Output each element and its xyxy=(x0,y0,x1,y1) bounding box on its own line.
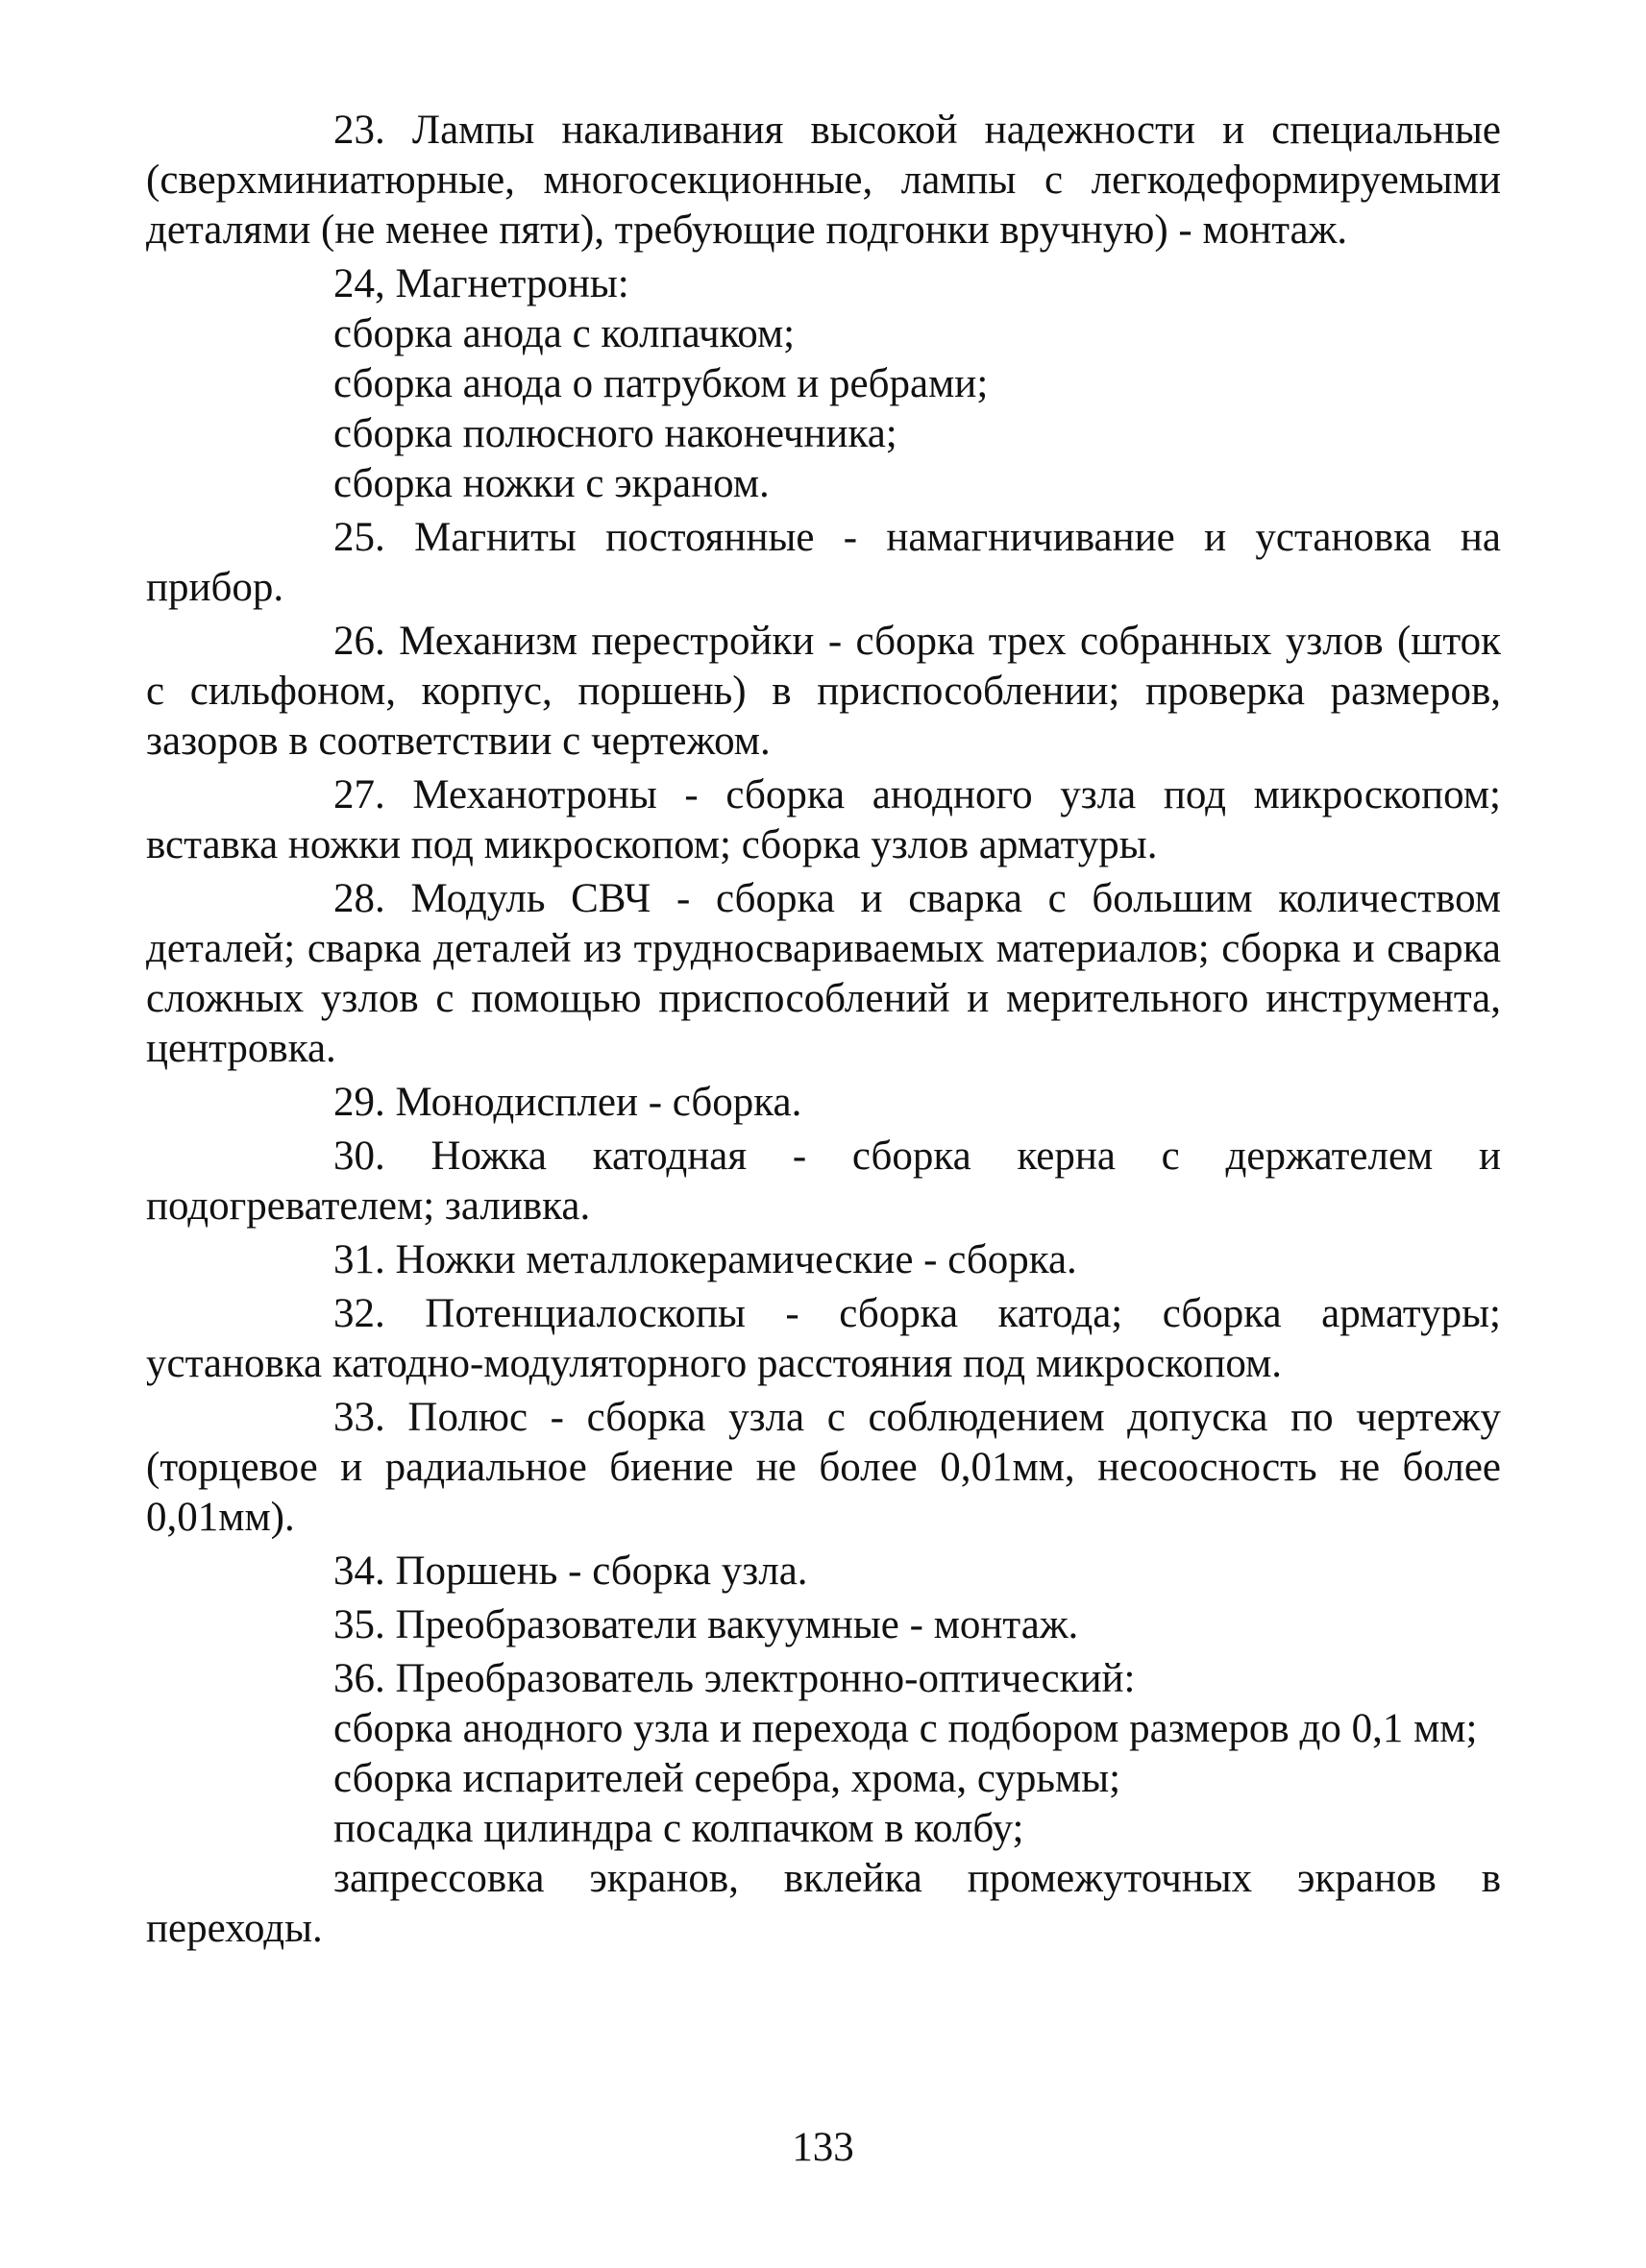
subitem-cylinder-fit: посадка цилиндра с колпачком в колбу; xyxy=(333,1806,1024,1851)
paragraph-36: 36. Преобразователь электронно-оптический: xyxy=(333,1656,1136,1701)
paragraph-25: 25. Магниты постоянные - намагничивание и установка на прибор. xyxy=(146,515,1501,610)
paragraph-33: 33. Полюс - сборка узла с соблюдением допуска по чертежу (торцевое и радиальное биение не более 0,01мм, несоосность не более 0,01мм). xyxy=(146,1395,1501,1540)
subitem-anode-assembly: сборка анодного узла и перехода с подбором размеров до 0,1 мм; xyxy=(333,1706,1478,1751)
subitem-anode-cap: сборка анода с колпачком; xyxy=(333,311,796,356)
body-text xyxy=(146,106,1501,1954)
paragraph-29: 29. Монодисплеи - сборка. xyxy=(333,1080,802,1125)
paragraph-27: 27. Механотроны - сборка анодного узла под микроскопом; вставка ножки под микроскопом; сборка узлов арматуры. xyxy=(146,772,1501,867)
subitem-pole-piece: сборка полюсного наконечника; xyxy=(333,411,897,456)
paragraph-32: 32. Потенциалоскопы - сборка катода; сборка арматуры; установка катодно-модуляторного расстояния под микроскопом. xyxy=(146,1291,1501,1386)
paragraph-35: 35. Преобразователи вакуумные - монтаж. xyxy=(333,1602,1079,1647)
paragraph-26: 26. Механизм перестройки - сборка трех собранных узлов (шток с сильфоном, корпус, поршень) в приспособлении; проверка размеров, зазоров в соответствии с чертежом. xyxy=(146,619,1501,764)
page-number: 133 xyxy=(792,2125,854,2170)
subitem-stem-screen: сборка ножки с экраном. xyxy=(333,461,770,506)
subitem-evaporators: сборка испарителей серебра, хрома, сурьмы; xyxy=(333,1756,1121,1801)
paragraph-23: 23. Лампы накаливания высокой надежности и специальные (сверхминиатюрные, многосекционные, лампы с легкодеформируемыми деталями (не менее пяти), требующие подгонки вручную) - монтаж. xyxy=(146,108,1501,253)
paragraph-28: 28. Модуль СВЧ - сборка и сварка с большим количеством деталей; сварка деталей из трудносвариваемых материалов; сборка и сварка сложных узлов с помощью приспособлений и мерительного инструмента, центровка. xyxy=(146,876,1501,1071)
paragraph-24: 24, Магнетроны: xyxy=(333,261,629,306)
subitem-screen-pressing: запрессовка экранов, вклейка промежуточных экранов в переходы. xyxy=(146,1856,1501,1951)
paragraph-34: 34. Поршень - сборка узла. xyxy=(333,1549,808,1594)
paragraph-31: 31. Ножки металлокерамические - сборка. xyxy=(333,1237,1077,1282)
subitem-anode-ribs: сборка анода о патрубком и ребрами; xyxy=(333,361,989,406)
paragraph-30: 30. Ножка катодная - сборка керна с держателем и подогревателем; заливка. xyxy=(146,1134,1501,1229)
